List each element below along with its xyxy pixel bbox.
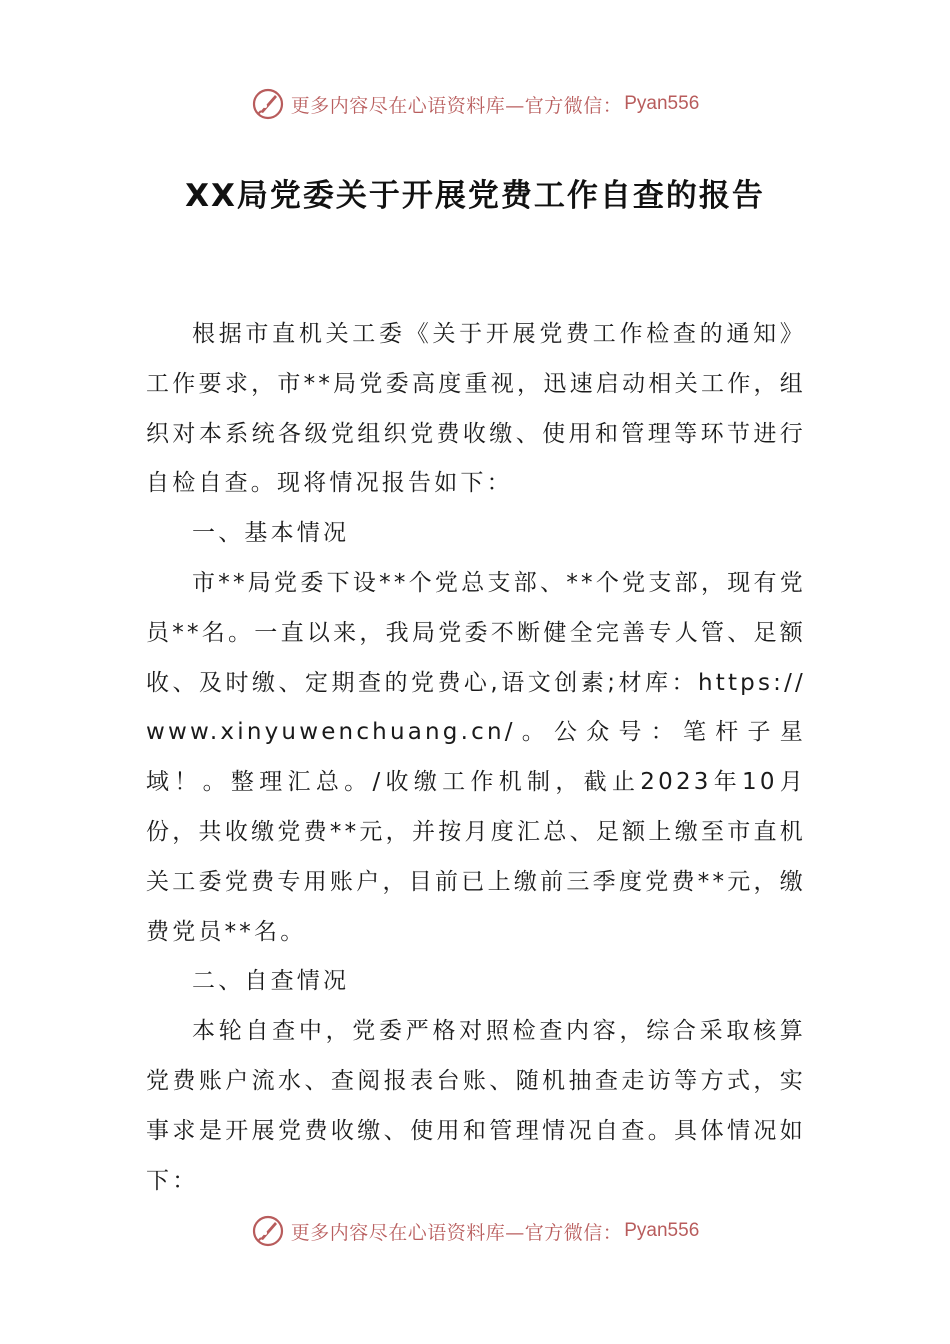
watermark-text: 更多内容尽在心语资料库—官方微信： xyxy=(290,1221,623,1244)
watermark-text: 更多内容尽在心语资料库—官方微信： xyxy=(290,94,623,117)
section-heading-basic: 一、基本情况 xyxy=(192,520,350,547)
quill-logo-icon xyxy=(251,87,285,121)
footer-watermark xyxy=(0,1209,950,1253)
intro-paragraph: 根据市直机关工委《关于开展党费工作检查的通知》工作要求，市**局党委高度重视，迅速启动相关工作，组织对本系统各级党组织党费收缴、使用和管理等环节进行自检自查。现将情况报告如下： xyxy=(146,321,806,497)
section-heading-selfcheck: 二、自查情况 xyxy=(192,968,350,995)
document-title: XX局党委关于开展党费工作自查的报告 xyxy=(185,178,765,214)
header-watermark xyxy=(0,82,950,126)
watermark-wechat-id: Pyan556 xyxy=(624,1220,700,1241)
section-paragraph-selfcheck: 本轮自查中，党委严格对照检查内容，综合采取核算党费账户流水、查阅报表台账、随机抽查走访等方式，实事求是开展党费收缴、使用和管理情况自查。具体情况如下： xyxy=(146,1018,806,1194)
document-body xyxy=(146,310,806,1206)
watermark-wechat-id: Pyan556 xyxy=(624,93,700,114)
quill-logo-icon xyxy=(251,1214,285,1248)
section-paragraph-basic: 市**局党委下设**个党总支部、**个党支部，现有党员**名。一直以来，我局党委不断健全完善专人管、足额收、及时缴、定期查的党费心,语文创素;材库：https://www.xinyuwenchuang.cn/。公众号：笔杆子星域！。整理汇总。/收缴工作机制，截止2023年10月份，共收缴党费**元，并按月度汇总、足额上缴至市直机关工委党费专用账户，目前已上缴前三季度党费**元，缴费党员**名。 xyxy=(146,569,806,945)
